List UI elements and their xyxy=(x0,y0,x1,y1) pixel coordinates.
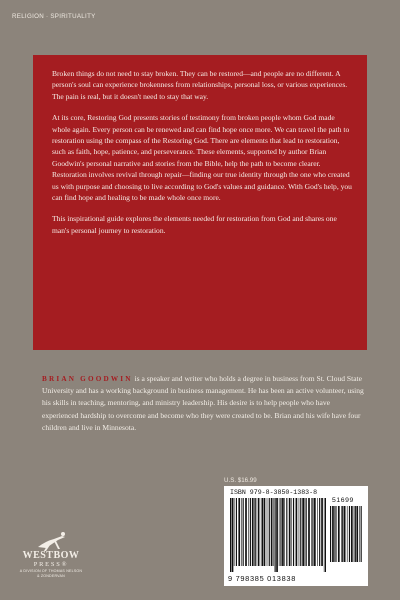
publisher-press: PRESS® xyxy=(33,561,69,568)
barcode-bar xyxy=(243,498,244,566)
barcode-bar xyxy=(361,506,362,562)
barcode-bar xyxy=(269,498,270,566)
description-paragraph: This inspirational guide explores the elements needed for restoration from God and shares one man's personal journey to restoration. xyxy=(52,214,337,235)
barcode-bar xyxy=(305,498,306,566)
barcode-bar xyxy=(317,498,318,566)
category-label: RELIGION · SPIRITUALITY xyxy=(12,13,96,20)
barcode-bar xyxy=(355,506,356,562)
barcode-bar xyxy=(311,498,312,566)
publisher-division: A DIVISION OF THOMAS NELSON xyxy=(19,569,83,573)
barcode-bar xyxy=(342,506,343,562)
barcode-bar xyxy=(347,506,348,562)
barcode-bars xyxy=(230,498,326,572)
description-paragraph: Broken things do not need to stay broken. They can be restored—and people are no different. A person's soul can experience brokenness from relationships, personal loss, or various experiences. The pain is real, but it doesn't need to stay that way. xyxy=(52,69,348,101)
barcode-bar xyxy=(286,498,287,566)
barcode-bar xyxy=(319,498,320,566)
barcode-bar xyxy=(302,498,304,566)
barcode-bar xyxy=(250,498,251,566)
barcode-bar xyxy=(236,498,237,566)
barcode-bar xyxy=(261,498,262,566)
barcode-bar xyxy=(356,506,358,562)
price-label: U.S. $16.99 xyxy=(224,477,257,484)
barcode-bar xyxy=(273,498,274,566)
barcode-bar xyxy=(258,498,260,566)
barcode-bar xyxy=(312,498,313,566)
author-bio xyxy=(42,373,364,434)
barcode-bar xyxy=(351,506,353,562)
barcode-bar xyxy=(300,498,301,566)
barcode-bar xyxy=(306,498,307,566)
barcode-bar xyxy=(291,498,292,566)
barcode-bar xyxy=(293,498,294,566)
barcode-bar xyxy=(299,498,300,566)
barcode-bar xyxy=(264,498,266,566)
barcode-bar xyxy=(234,498,235,566)
barcode-bar xyxy=(335,506,336,562)
author-name: BRIAN GOODWIN xyxy=(42,375,133,383)
publisher-name: WESTBOW xyxy=(22,550,80,561)
barcode-addon-bars xyxy=(330,506,362,568)
barcode-bar xyxy=(248,498,249,566)
barcode-bar xyxy=(341,506,342,562)
barcode-bar xyxy=(314,498,316,566)
barcode-bar xyxy=(349,506,350,562)
barcode-bar xyxy=(275,498,276,572)
barcode-addon-digits: 51699 xyxy=(332,497,354,504)
barcode-bar xyxy=(276,498,278,572)
barcode-bar xyxy=(308,498,310,566)
barcode-bar xyxy=(321,498,323,566)
barcode-bar xyxy=(354,506,355,562)
author-bio-text: is a speaker and writer who holds a degree in business from St. Cloud State University and has a working background in business management. He has been an active volunteer, using his skills in teaching, mentoring, and ministry leadership. His desire is to help people who have experienced hardship to overcome and become who they were created to be. Brian and his wife have four children and live in Minnesota. xyxy=(42,374,364,432)
barcode-bar xyxy=(334,506,335,562)
barcode-bar xyxy=(254,498,255,566)
barcode-bar xyxy=(267,498,268,566)
barcode-bar xyxy=(255,498,256,566)
description-paragraph: At its core, Restoring God presents stories of testimony from broken people whom God made whole again. Every person can be renewed and can find hope once more. We can travel the path to restoration using the compass of the Restoring God. There are elements that lead to restoration, such as faith, hope, patience, and perseverance. These elements, supported by author Brian Goodwin's personal narrative and stories from the Bible, help the path to become clearer. Restoration involves revival through repair—finding our true identity through the one who created us with purpose and choosing to live according to God's values and guidance. With God's help, you can find hope and healing to be made whole once more. xyxy=(52,113,352,203)
isbn-label: ISBN 979-8-3850-1383-8 xyxy=(230,489,318,496)
barcode-bar xyxy=(241,498,242,566)
barcode-bar xyxy=(262,498,263,566)
barcode-bar xyxy=(238,498,240,566)
barcode-bar xyxy=(280,498,281,566)
barcode-bar xyxy=(284,498,285,566)
barcode-bar xyxy=(279,498,280,566)
barcode-bar xyxy=(230,498,231,572)
barcode xyxy=(224,486,368,586)
barcode-bar xyxy=(330,506,331,562)
barcode-bar xyxy=(282,498,284,566)
barcode-bar xyxy=(252,498,254,566)
barcode-bar xyxy=(232,498,234,572)
description-panel xyxy=(33,55,367,350)
barcode-bar xyxy=(325,498,326,572)
barcode-bar xyxy=(338,506,340,562)
publisher-logo xyxy=(16,531,86,578)
barcode-bar xyxy=(344,506,346,562)
barcode-bar xyxy=(332,506,334,562)
barcode-bar xyxy=(245,498,247,566)
barcode-bar xyxy=(271,498,273,566)
publisher-division-2: & ZONDERVAN xyxy=(37,573,65,578)
barcode-bar xyxy=(324,498,325,572)
barcode-number: 9 798385 013838 xyxy=(228,574,297,583)
barcode-bar xyxy=(359,506,360,562)
barcode-bar xyxy=(289,498,291,566)
barcode-bar xyxy=(296,498,298,566)
